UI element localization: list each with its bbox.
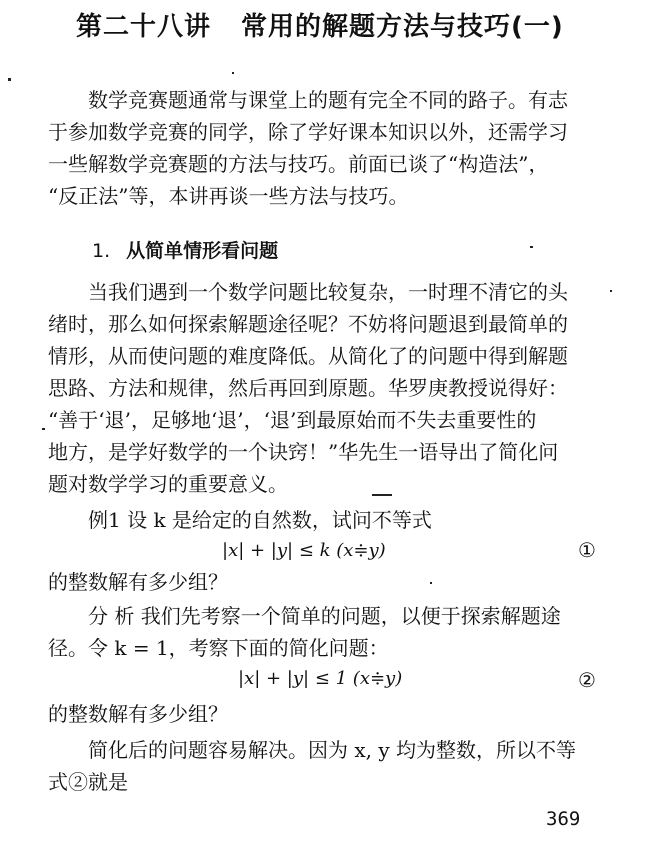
equation-tag-1: ① bbox=[578, 538, 596, 562]
equation-tag-2: ② bbox=[578, 668, 596, 692]
section-number: 1. bbox=[92, 240, 111, 262]
section-title: 从简单情形看问题 bbox=[126, 240, 279, 262]
body-line: “善于‘退’，足够地‘退’，‘退’到最原始而不失去重要性的 bbox=[48, 408, 537, 432]
body-line: 绪时，那么如何探索解题途径呢？不妨将问题退到最简单的 bbox=[48, 312, 568, 336]
body-line: 思路、方法和规律，然后再回到原题。华罗庚教授说得好： bbox=[48, 376, 568, 400]
example-line: 的整数解有多少组？ bbox=[48, 570, 228, 594]
body-line: 当我们遇到一个数学问题比较复杂，一时理不清它的头 bbox=[88, 280, 568, 304]
page-number: 369 bbox=[546, 808, 581, 830]
analysis-line: 径。令 k = 1，考察下面的简化问题： bbox=[48, 636, 389, 660]
scan-speck bbox=[372, 494, 392, 496]
body-paragraph bbox=[48, 276, 608, 500]
scan-speck bbox=[430, 582, 432, 584]
closing-line: 简化后的问题容易解决。因为 x, y 均为整数，所以不等 bbox=[88, 738, 577, 762]
example-lead bbox=[48, 504, 608, 536]
scan-speck bbox=[8, 78, 11, 81]
closing-line: 式②就是 bbox=[48, 770, 128, 794]
scan-speck bbox=[530, 246, 533, 248]
inequality-1: |x| + |y| ≤ k (x≑y) bbox=[222, 540, 386, 561]
body-line: 地方，是学好数学的一个诀窍！”华先生一语导出了简化问 bbox=[48, 440, 559, 464]
closing-paragraph bbox=[48, 734, 608, 798]
section-heading bbox=[92, 236, 278, 263]
analysis-paragraph bbox=[48, 600, 608, 664]
scan-speck bbox=[42, 428, 45, 430]
page-title bbox=[76, 6, 596, 43]
lecture-number: 第二十八讲 bbox=[76, 12, 212, 42]
analysis-line: 分 析 我们先考察一个简单的问题，以便于探索解题途 bbox=[88, 604, 561, 628]
intro-line: 一些解数学竞赛题的方法与技巧。前面已谈了“构造法”， bbox=[48, 152, 549, 176]
body-line: 题对数学学习的重要意义。 bbox=[48, 472, 288, 496]
scan-speck bbox=[232, 72, 234, 74]
lecture-topic: 常用的解题方法与技巧(一) bbox=[241, 12, 564, 42]
intro-paragraph bbox=[48, 84, 608, 212]
example-line: 例1 设 k 是给定的自然数，试问不等式 bbox=[88, 508, 432, 532]
intro-line: 于参加数学竞赛的同学，除了学好课本知识以外，还需学习 bbox=[48, 120, 568, 144]
scan-speck bbox=[610, 290, 612, 292]
inequality-2: |x| + |y| ≤ 1 (x≑y) bbox=[238, 668, 403, 689]
analysis-question bbox=[48, 698, 608, 730]
body-line: 情形，从而使问题的难度降低。从简化了的问题中得到解题 bbox=[48, 344, 568, 368]
intro-line: 数学竞赛题通常与课堂上的题有完全不同的路子。有志 bbox=[88, 88, 568, 112]
analysis-line: 的整数解有多少组？ bbox=[48, 702, 228, 726]
intro-line: “反正法”等，本讲再谈一些方法与技巧。 bbox=[48, 184, 409, 208]
example-question bbox=[48, 566, 608, 598]
